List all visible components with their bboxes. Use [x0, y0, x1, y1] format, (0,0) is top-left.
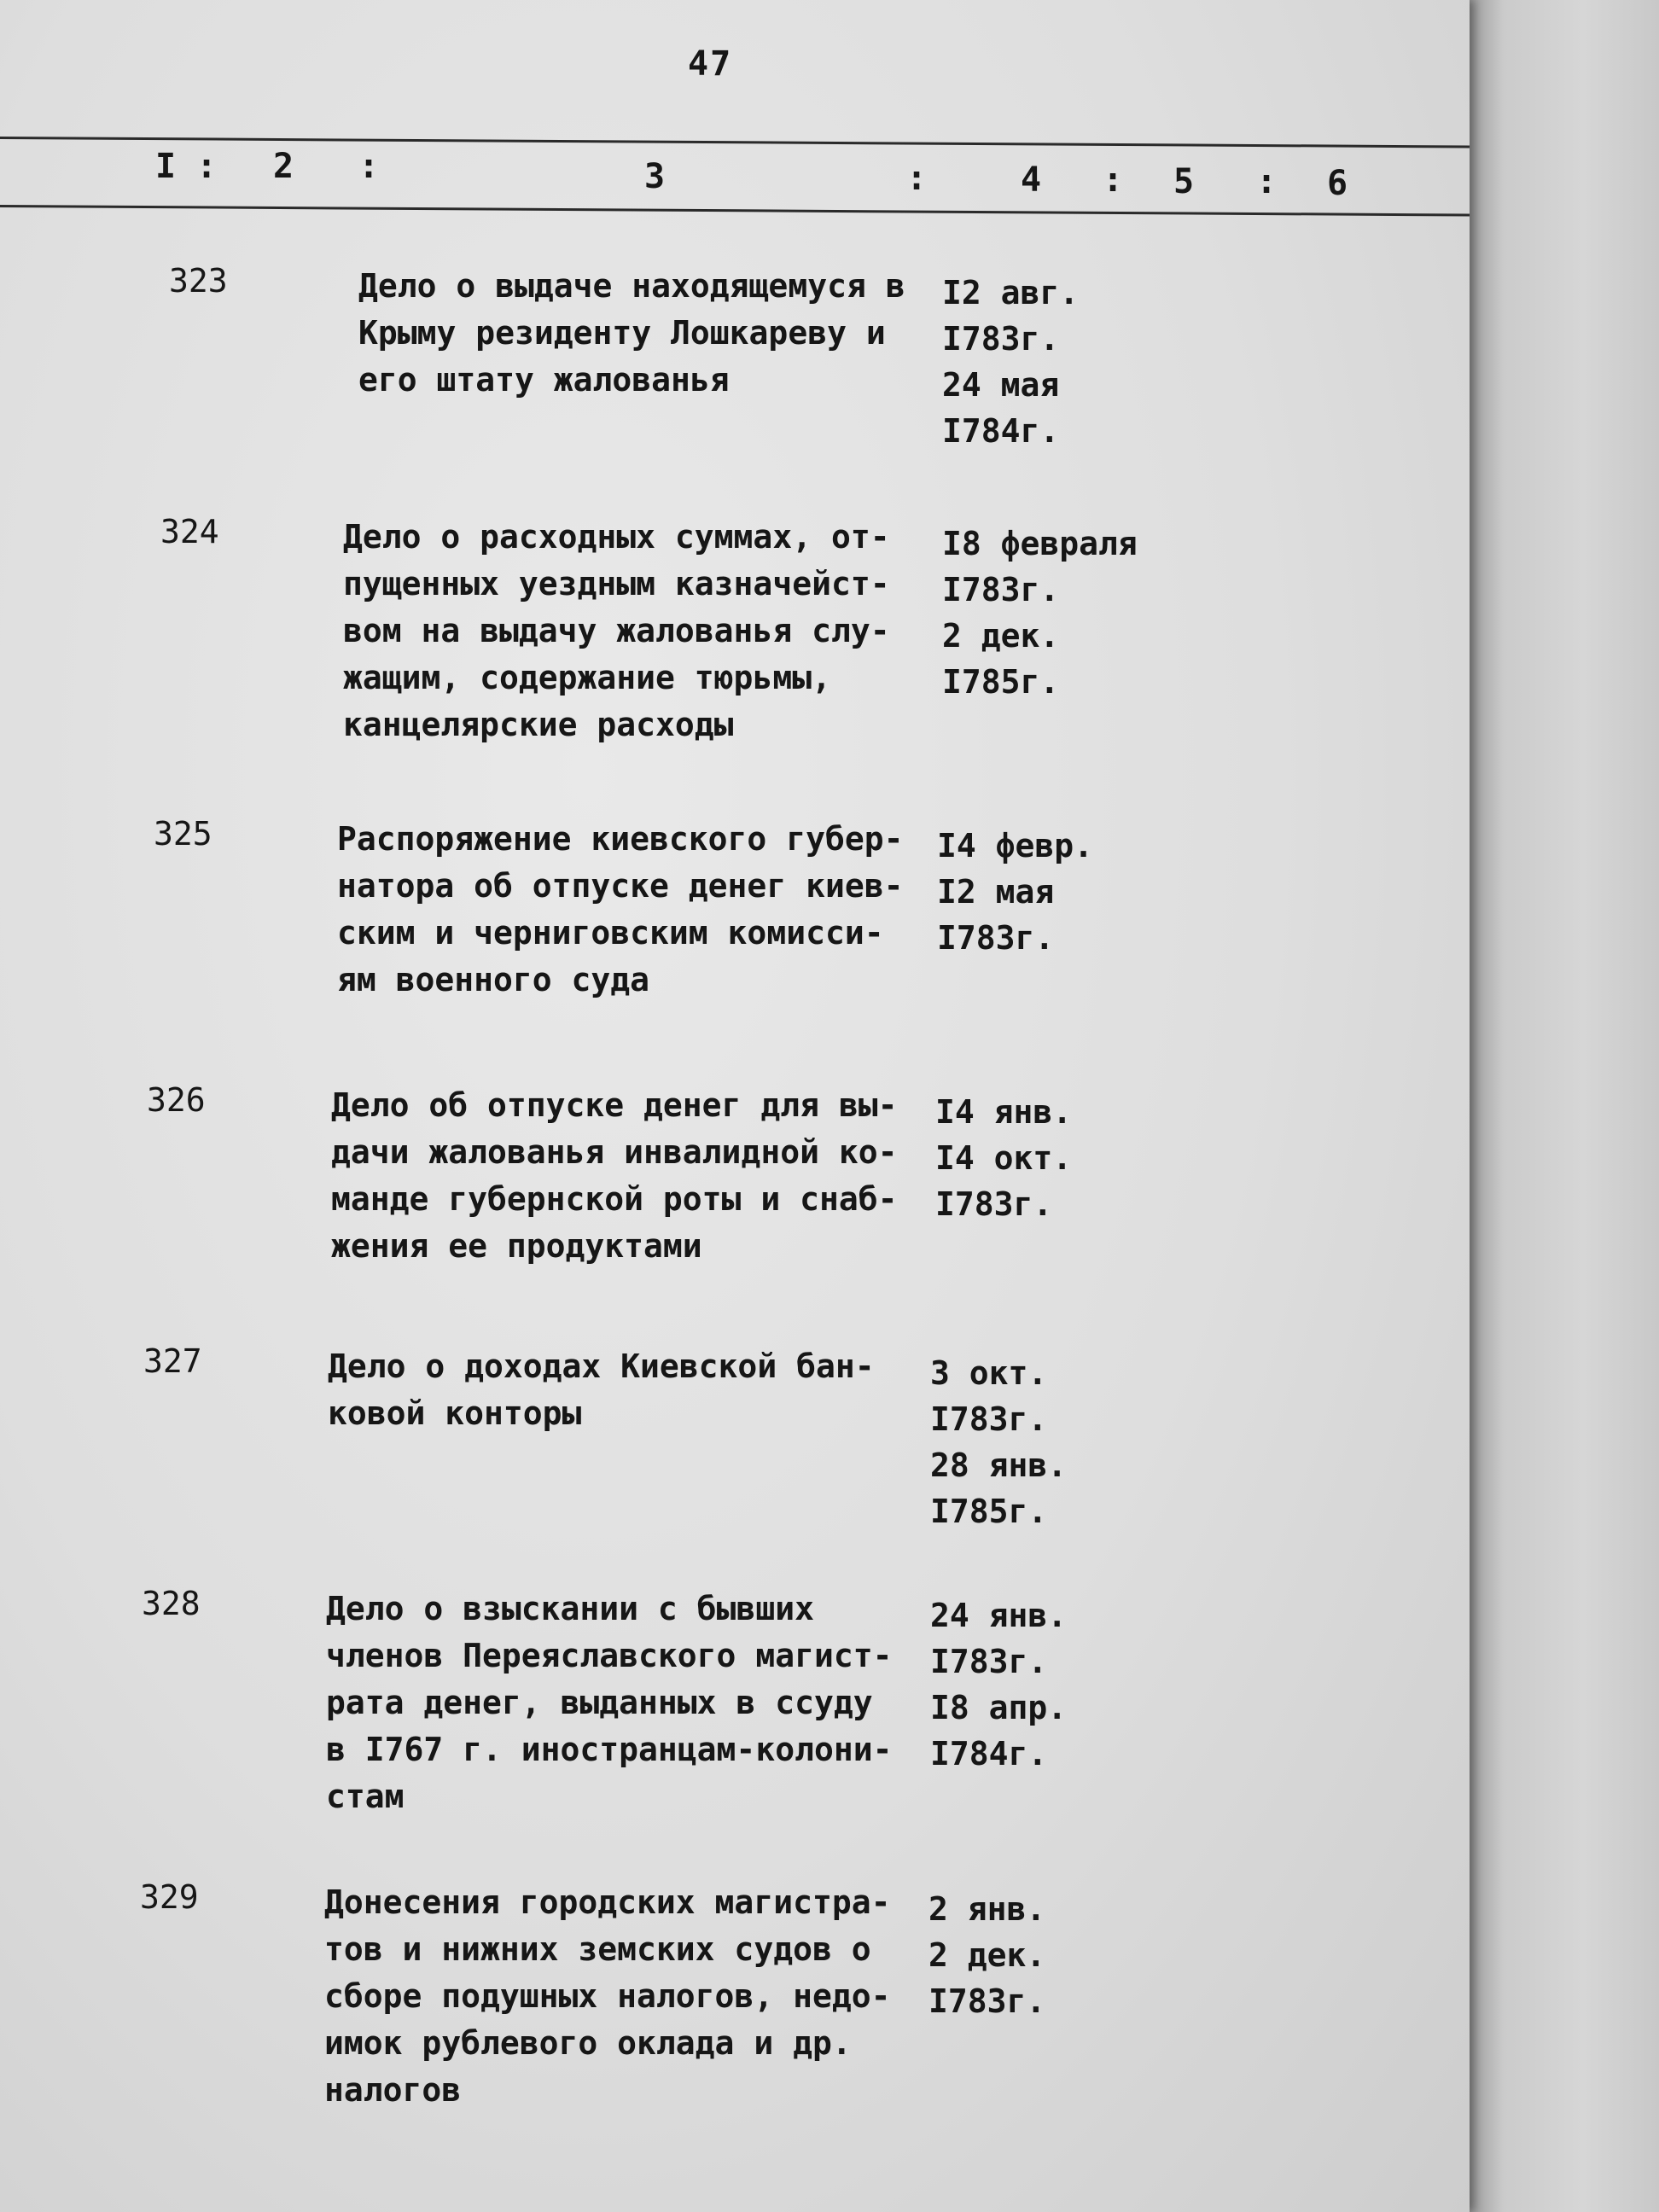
entry-title [326, 1586, 923, 1820]
entry-dates [928, 1886, 1150, 2024]
entry-title-line: рата денег, выданных в ссуду [326, 1684, 873, 1721]
entry-title-line: манде губернской роты и снаб- [331, 1180, 898, 1218]
entry-title [324, 1879, 922, 2114]
entry-date-line: I4 окт. [935, 1139, 1073, 1177]
entry-dates [930, 1350, 1152, 1534]
entry-title-line: Дело о доходах Киевской бан- [328, 1348, 875, 1385]
column-header-separator: : [1103, 160, 1124, 200]
entry-title-line: членов Переяславского магист- [326, 1637, 893, 1674]
entry-title [328, 1343, 925, 1437]
entry-title-line: Распоряжение киевского губер- [337, 820, 904, 858]
column-header-1: I [155, 147, 177, 186]
entry-title [337, 816, 934, 1004]
column-header-separator: : [196, 147, 218, 186]
entry-title-line: ковой конторы [328, 1394, 582, 1432]
entry-number: 325 [154, 815, 212, 853]
entry-date-line: I784г. [930, 1735, 1048, 1773]
entry-date-line: I783г. [930, 1400, 1048, 1438]
entry-date-line: I785г. [930, 1493, 1048, 1530]
entry-dates [937, 823, 1159, 961]
entry-number: 327 [143, 1342, 202, 1380]
entry-date-line: I2 мая [937, 873, 1055, 911]
entry-title-line: имок рублевого оклада и др. [324, 2024, 852, 2062]
entry-date-line: 2 янв. [928, 1890, 1046, 1928]
column-header-6: 6 [1327, 164, 1348, 203]
entry-title-line: пущенных уездным казначейст- [343, 565, 890, 602]
entry-date-line: 2 дек. [928, 1936, 1046, 1974]
entry-date-line: I784г. [942, 412, 1060, 450]
entry-date-line: I783г. [928, 1982, 1046, 2020]
column-header-separator: : [358, 147, 380, 186]
entry-title-line: дачи жалованья инвалидной ко- [331, 1133, 898, 1171]
entry-title-line: ским и черниговским комисси- [337, 914, 884, 952]
entry-title-line: натора об отпуске денег киев- [337, 867, 904, 905]
entry-title [343, 514, 940, 748]
entry-title-line: в I767 г. иностранцам-колони- [326, 1731, 893, 1768]
entry-number: 328 [142, 1585, 201, 1622]
column-header-row [0, 147, 1470, 203]
entry-title-line: сборе подушных налогов, недо- [324, 1977, 891, 2015]
entry-number: 323 [169, 262, 228, 300]
entry-dates [942, 521, 1164, 705]
entry-title [331, 1082, 928, 1270]
entry-date-line: I785г. [942, 663, 1060, 701]
page-number: 47 [688, 44, 733, 84]
column-header-4: 4 [1021, 160, 1042, 200]
entry-date-line: 3 окт. [930, 1354, 1048, 1392]
entry-date-line: 24 янв. [930, 1597, 1068, 1634]
entry-date-line: I783г. [942, 320, 1060, 358]
entry-title-line: Крыму резиденту Лошкареву и [358, 314, 886, 352]
entry-date-line: I783г. [935, 1185, 1053, 1223]
entry-title-line: тов и нижних земских судов о [324, 1930, 871, 1968]
entry-dates [942, 270, 1164, 454]
entry-date-line: I8 апр. [930, 1689, 1068, 1726]
entry-date-line: I783г. [942, 571, 1060, 608]
column-header-separator: : [906, 159, 928, 198]
entry-title-line: канцелярские расходы [343, 706, 734, 743]
entry-date-line: I783г. [937, 919, 1055, 957]
entry-title-line: жащим, содержание тюрьмы, [343, 659, 831, 696]
entry-date-line: I8 февраля [942, 525, 1138, 562]
entry-title-line: Дело о взыскании с бывших [326, 1590, 814, 1627]
entry-title-line: ям военного суда [337, 961, 650, 998]
column-header-2: 2 [273, 147, 294, 186]
entry-date-line: I4 февр. [937, 827, 1094, 864]
entry-dates [935, 1089, 1157, 1227]
entry-number: 324 [160, 513, 219, 550]
header-bottom-rule [0, 205, 1470, 217]
entry-number: 329 [140, 1878, 199, 1916]
entry-date-line: I783г. [930, 1643, 1048, 1680]
column-header-3: 3 [644, 157, 666, 196]
entry-title-line: жения ее продуктами [331, 1227, 702, 1265]
entry-title-line: Донесения городских магистра- [324, 1883, 891, 1921]
entry-title-line: налогов [324, 2071, 462, 2109]
entry-title [358, 263, 956, 404]
entry-dates [930, 1592, 1152, 1777]
entry-number: 326 [147, 1081, 206, 1119]
entry-date-line: 2 дек. [942, 617, 1060, 655]
entry-date-line: 24 мая [942, 366, 1060, 404]
bleed-through-text [341, 401, 360, 436]
entry-title-line: вом на выдачу жалованья слу- [343, 612, 890, 649]
entry-title-line: стам [326, 1778, 405, 1815]
entry-date-line: 28 янв. [930, 1447, 1068, 1484]
entry-title-line: его штату жалованья [358, 361, 730, 399]
page-edge-background [1470, 0, 1659, 2212]
column-header-5: 5 [1173, 162, 1195, 201]
entry-title-line: Дело об отпуске денег для вы- [331, 1086, 898, 1124]
column-header-separator: : [1256, 162, 1278, 201]
entry-date-line: I4 янв. [935, 1093, 1073, 1131]
entry-title-line: Дело о расходных суммах, от- [343, 518, 890, 556]
entry-title-line: Дело о выдаче находящемуся в [358, 267, 905, 305]
entry-date-line: I2 авг. [942, 274, 1080, 311]
